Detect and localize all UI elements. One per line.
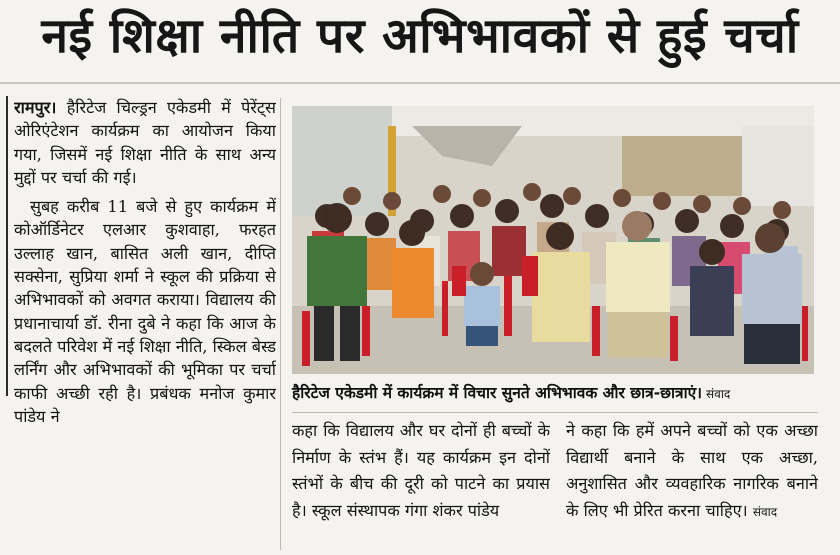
column-3-paragraph [566, 418, 818, 525]
photo-credit: संवाद [706, 387, 731, 401]
caption-rule [292, 412, 818, 413]
headline: नई शिक्षा नीति पर अभिभावकों से हुई चर्चा [41, 8, 799, 64]
column-2-text: कहा कि विद्यालय और घर दोनों ही बच्चों के निर्माण के स्तंभ हैं। यह कार्यक्रम इन दोनों स्तंभों के बीच की दूरी को पाटने का प्रयास है। स्कूल संस्थापक गंगा शंकर पांडेय [292, 421, 550, 520]
news-photo [292, 106, 814, 374]
dateline: रामपुर। [14, 98, 57, 117]
article-credit: संवाद [752, 504, 778, 519]
audience-photo-illustration [292, 106, 814, 374]
article-column-3 [566, 418, 818, 555]
article-paragraph-2: सुबह करीब 11 बजे से हुए कार्यक्रम में कोऑर्डिनेटर एलआर कुशवाहा, फरहत उल्लाह खान, बासित अली खान, दीप्ति सक्सेना, सुप्रिया शर्मा ने स्कूल की प्रक्रिया से अभिभावकों को अवगत कराया। विद्यालय की प्रधानाचार्या डॉ. रीना दुबे ने कहा कि आज के बदलते परिवेश में नई शिक्षा नीति, स्किल बेस्ड लर्निंग और अभिभावकों की भूमिका पर चर्चा काफी अच्छी रही है। प्रबंधक मनोज कुमार पांडेय ने [14, 197, 276, 426]
article-column-1 [14, 96, 276, 555]
left-edge-rule [6, 96, 8, 396]
column-3-text: ने कहा कि हमें अपने बच्चों को एक अच्छा विद्यार्थी बनाने के साथ एक अच्छा, अनुशासित और व्यवहारिक नागरिक बनाने के लिए भी प्रेरित करना चाहिए। [566, 421, 818, 520]
paragraph-1-text: हैरिटेज चिल्ड्रन एकेडमी में पेरेंट्स ओरिएंटेशन कार्यक्रम का आयोजन किया गया, जिसमें नई शिक्षा नीति के साथ अन्य मुद्दों पर चर्चा की गई। [14, 98, 276, 187]
column-divider [280, 98, 281, 550]
article-column-2 [292, 418, 550, 555]
photo-caption [292, 378, 832, 408]
photo-caption-text: हैरिटेज एकेडमी में कार्यक्रम में विचार सुनते अभिभावक और छात्र-छात्राएं। [292, 384, 703, 402]
top-rule [0, 82, 840, 84]
article-paragraph-1 [14, 96, 276, 189]
